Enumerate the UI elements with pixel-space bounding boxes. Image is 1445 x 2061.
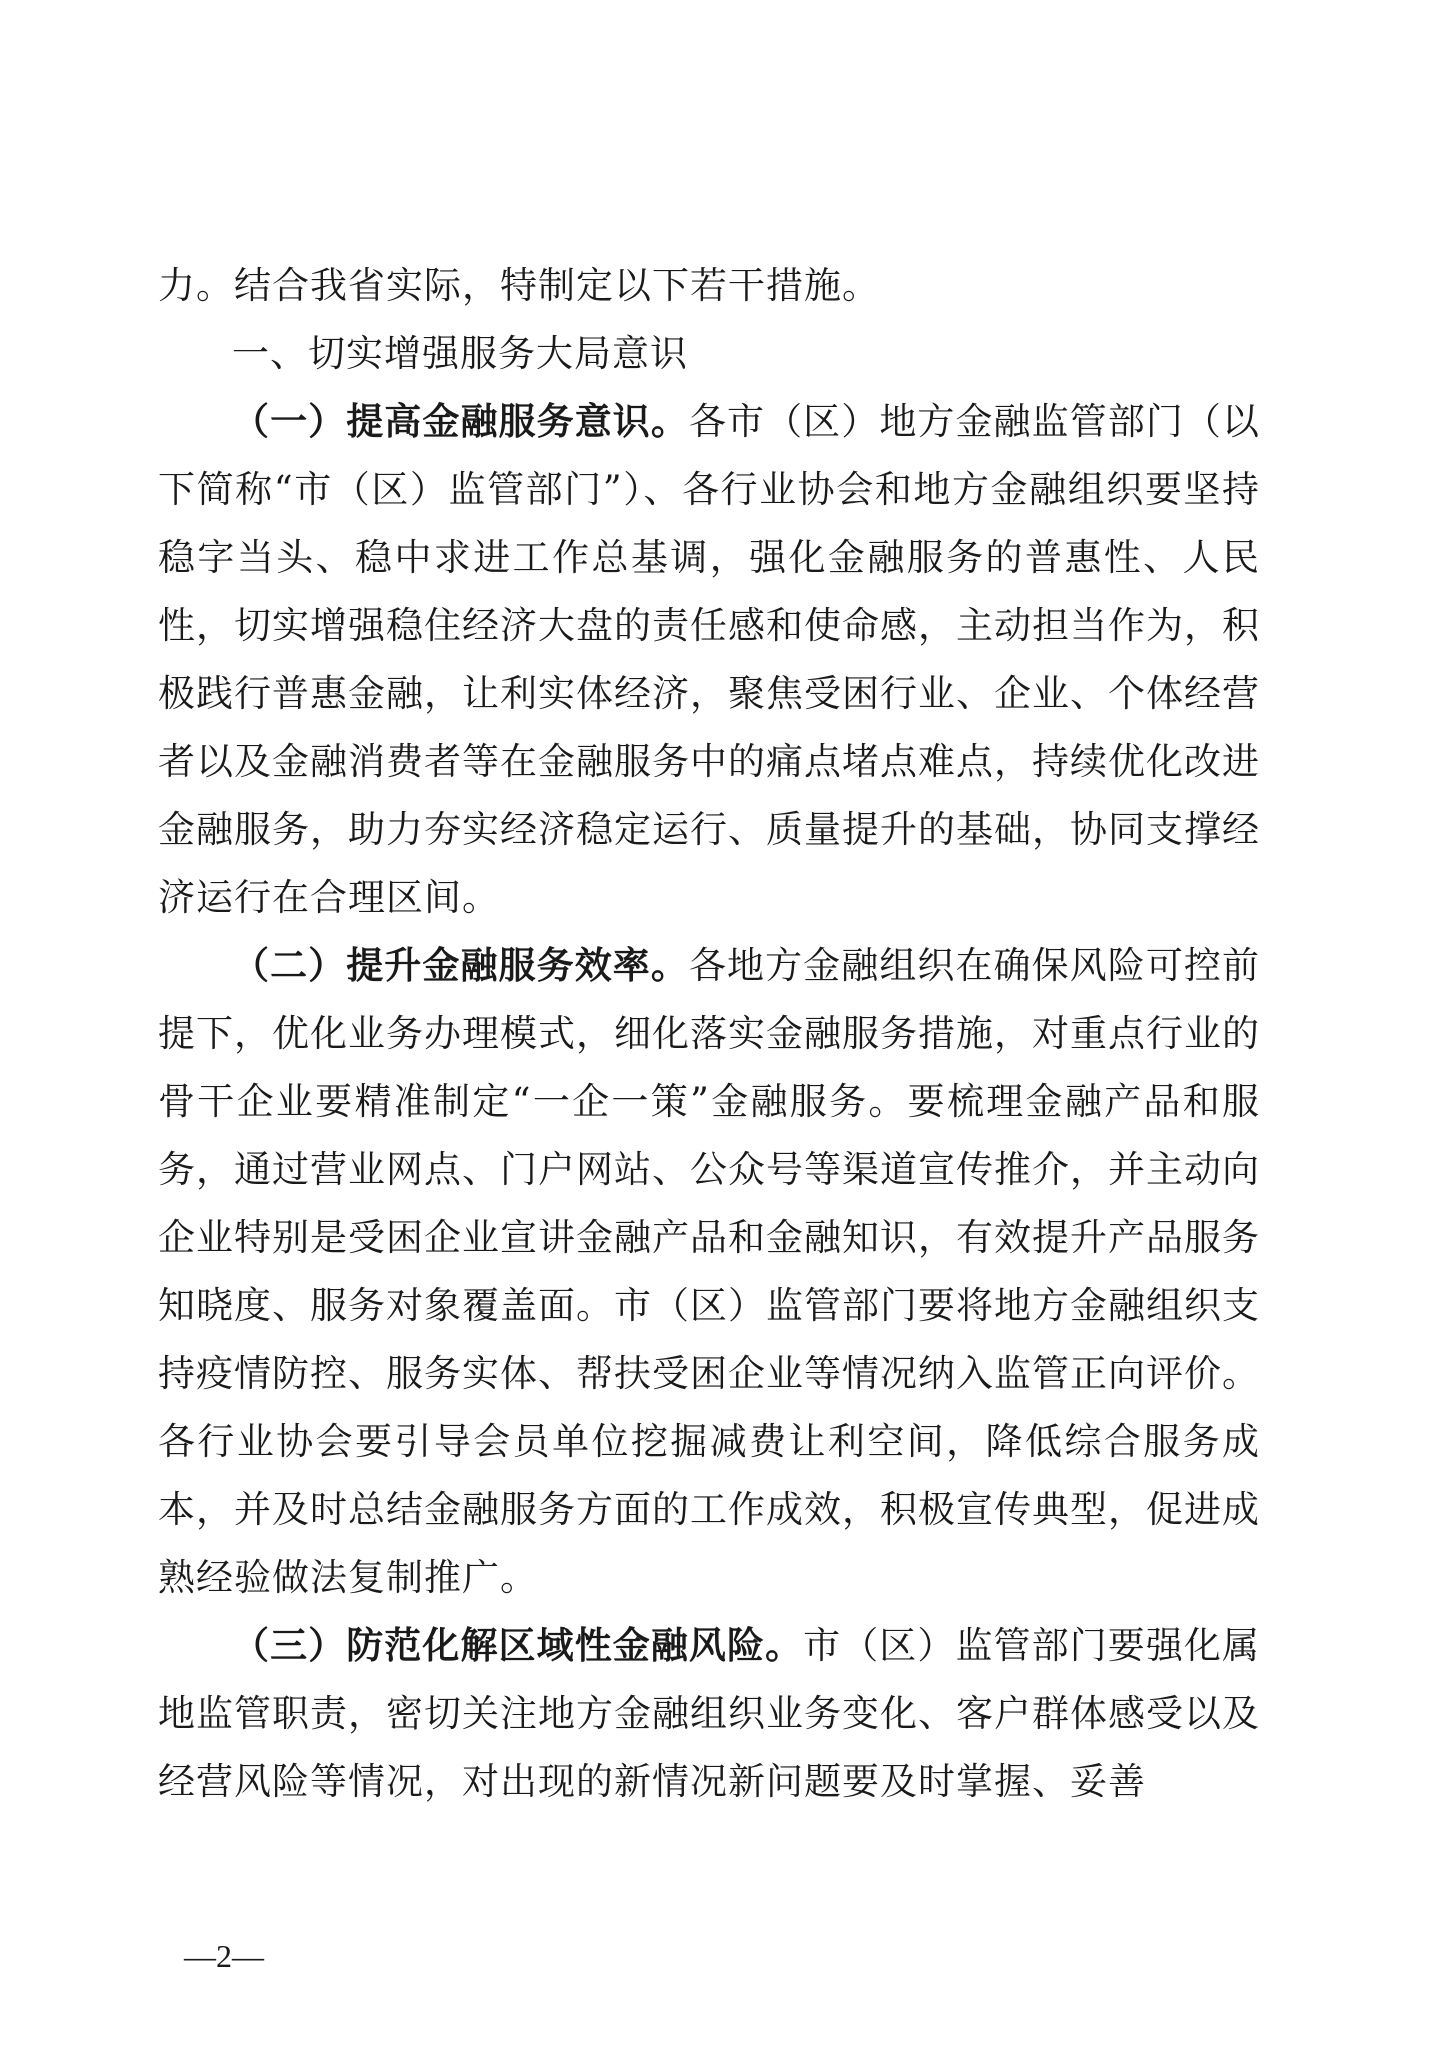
page-number: —2—	[184, 1938, 264, 1974]
item-lead: （一）提高金融服务意识。	[232, 400, 689, 443]
item-paragraph-2	[158, 932, 1260, 1612]
item-text: 市（区）监管部门要强化属地监管职责，密切关注地方金融组织业务变化、客户群体感受以及经营风险等情况，对出现的新情况新问题要及时掌握、妥善	[158, 1624, 1261, 1803]
continuation-paragraph	[158, 252, 1260, 320]
section-heading: 一、切实增强服务大局意识	[232, 332, 688, 375]
item-text: 各地方金融组织在确保风险可控前提下，优化业务办理模式，细化落实金融服务措施，对重点行业的骨干企业要精准制定“一企一策”金融服务。要梳理金融产品和服务，通过营业网点、门户网站、公众号等渠道宣传推介，并主动向企业特别是受困企业宣讲金融产品和金融知识，有效提升产品服务知晓度、服务对象覆盖面。市（区）监管部门要将地方金融组织支持疫情防控、服务实体、帮扶受困企业等情况纳入监管正向评价。各行业协会要引导会员单位挖掘减费让利空间，降低综合服务成本，并及时总结金融服务方面的工作成效，积极宣传典型，促进成熟经验做法复制推广。	[158, 944, 1261, 1599]
item-paragraph-1	[158, 388, 1260, 932]
document-body	[158, 252, 1260, 1816]
item-lead: （二）提升金融服务效率。	[232, 944, 689, 987]
item-text: 各市（区）地方金融监管部门（以下简称“市（区）监管部门”）、各行业协会和地方金融组织要坚持稳字当头、稳中求进工作总基调，强化金融服务的普惠性、人民性，切实增强稳住经济大盘的责任感和使命感，主动担当作为，积极践行普惠金融，让利实体经济，聚焦受困行业、企业、个体经营者以及金融消费者等在金融服务中的痛点堵点难点，持续优化改进金融服务，助力夯实经济稳定运行、质量提升的基础，协同支撑经济运行在合理区间。	[158, 400, 1261, 919]
paragraph-text: 力。结合我省实际，特制定以下若干措施。	[158, 264, 880, 307]
item-paragraph-3	[158, 1612, 1260, 1816]
item-lead: （三）防范化解区域性金融风险。	[232, 1624, 804, 1667]
